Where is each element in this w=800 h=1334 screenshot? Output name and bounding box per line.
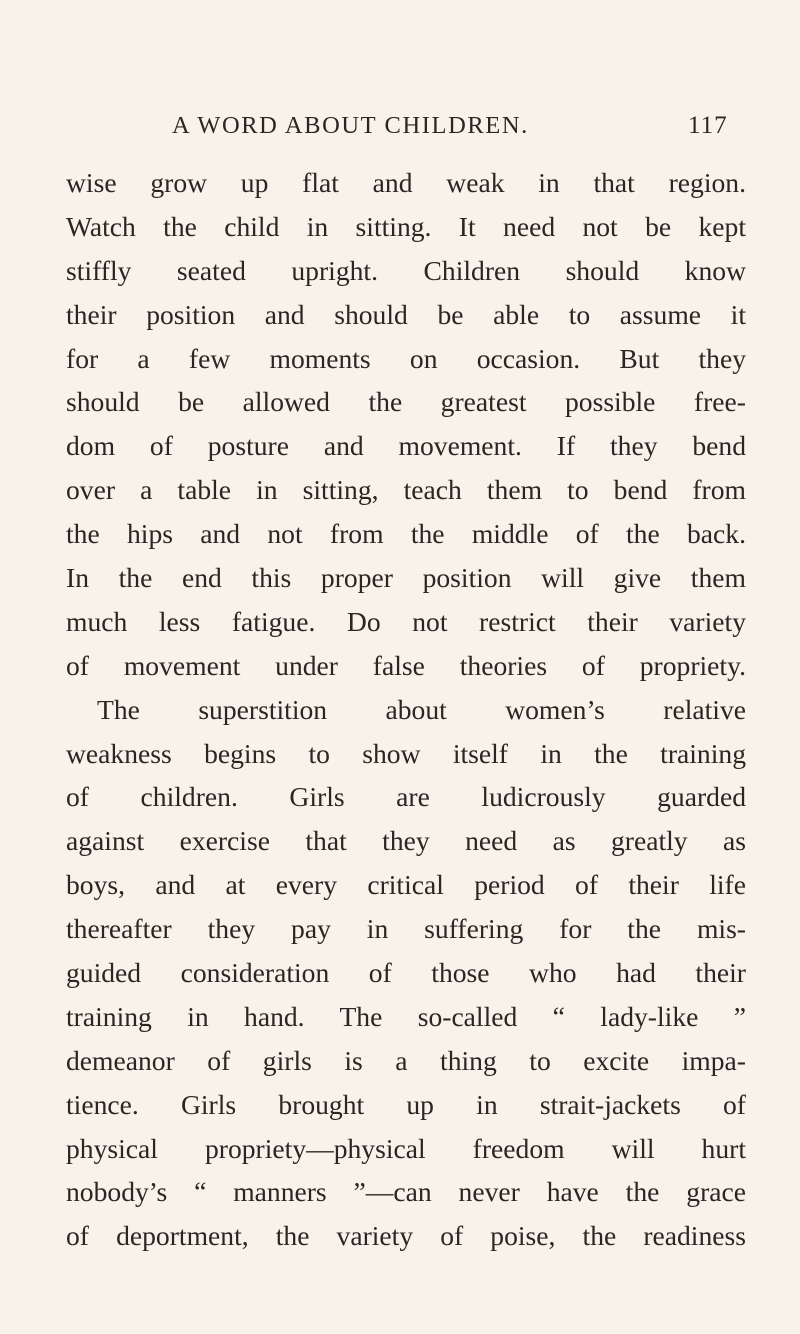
running-head-title: A WORD ABOUT CHILDREN. [172, 112, 529, 139]
text-line: the hips and not from the middle of the back. [66, 518, 746, 550]
text-line: for a few moments on occasion. But they [66, 342, 746, 374]
text-line: Watch the child in sitting. It need not be kept [66, 210, 746, 242]
text-line: weakness begins to show itself in the training [66, 737, 746, 769]
paragraph-start-line: The superstition about women’s relative [97, 693, 746, 725]
text-line: demeanor of girls is a thing to excite impa- [66, 1044, 746, 1076]
body-text [66, 161, 746, 1258]
text-line: training in hand. The so-called “ lady-like ” [66, 1000, 746, 1032]
text-line: over a table in sitting, teach them to bend from [66, 474, 746, 506]
text-line: much less fatigue. Do not restrict their variety [66, 605, 746, 637]
text-line: boys, and at every critical period of their life [66, 869, 746, 901]
text-line: In the end this proper position will give them [66, 562, 746, 594]
text-line: of children. Girls are ludicrously guarded [66, 781, 746, 813]
text-line: should be allowed the greatest possible free- [66, 386, 746, 418]
text-line: physical propriety—physical freedom will hurt [66, 1132, 746, 1164]
text-line: nobody’s “ manners ”—can never have the grace [66, 1176, 746, 1208]
text-line: tience. Girls brought up in strait-jackets of [66, 1088, 746, 1120]
page-number: 117 [688, 112, 728, 139]
text-line: their position and should be able to assume it [66, 298, 746, 330]
text-line: against exercise that they need as greatly as [66, 825, 746, 857]
text-line: of movement under false theories of propriety. [66, 649, 746, 681]
text-line: guided consideration of those who had their [66, 957, 746, 989]
text-line: thereafter they pay in suffering for the mis- [66, 913, 746, 945]
text-line: dom of posture and movement. If they bend [66, 430, 746, 462]
text-line: wise grow up flat and weak in that region. [66, 167, 746, 198]
text-line: stiffly seated upright. Children should know [66, 254, 746, 286]
running-head [0, 112, 800, 148]
text-line: of deportment, the variety of poise, the readiness [66, 1220, 746, 1252]
